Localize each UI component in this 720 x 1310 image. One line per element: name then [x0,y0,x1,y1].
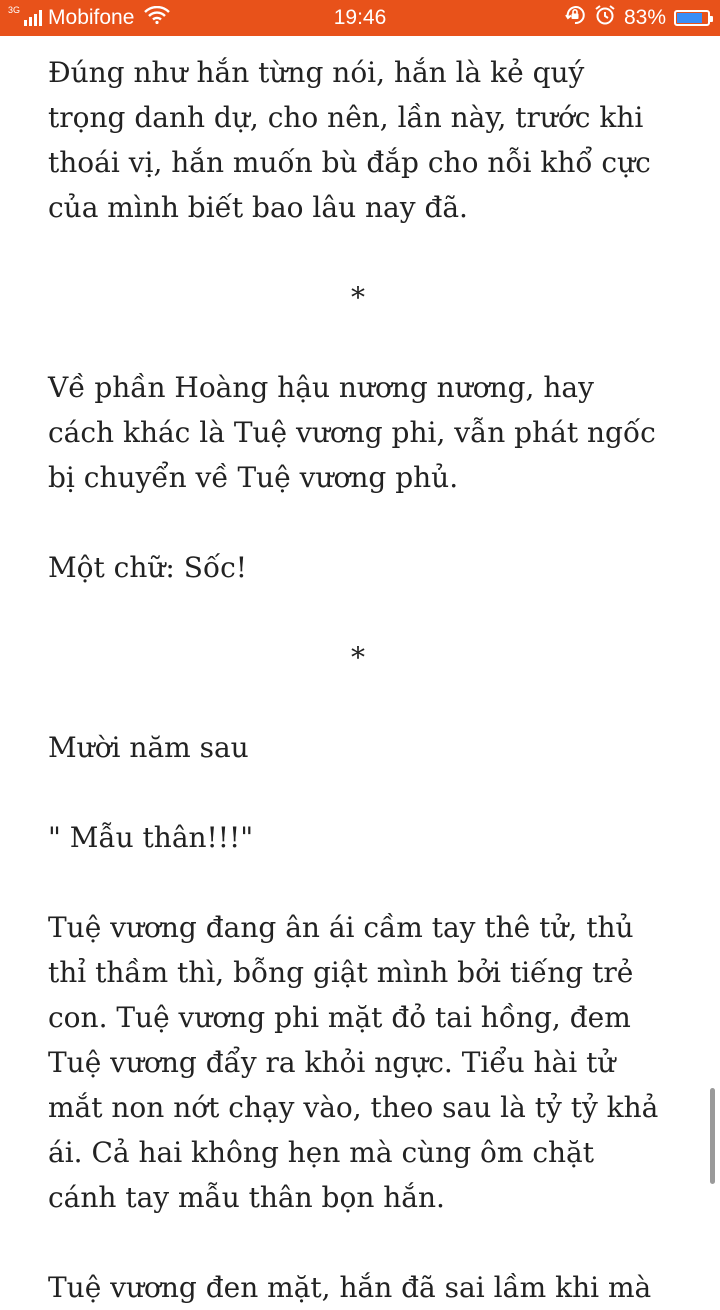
alarm-icon [594,4,616,32]
paragraph: Tuệ vương đang ân ái cầm tay thê tử, thủ thỉ thầm thì, bỗng giật mình bởi tiếng trẻ con. Tuệ vương phi mặt đỏ tai hồng, đem Tuệ vương đẩy ra khỏi ngực. Tiểu hài tử mắt non nớt chạy vào, theo sau là tỷ tỷ khả ái. Cả hai không hẹn mà cùng ôm chặt cánh tay mẫu thân bọn hắn. [48,911,659,1214]
paragraph: Tuệ vương đen mặt, hắn đã sai lầm khi mà [48,1271,652,1304]
orientation-lock-icon [564,4,586,32]
paragraph: Mười năm sau [48,731,249,764]
story-text [48,50,668,1310]
status-time: 19:46 [333,6,387,29]
status-right [564,0,710,36]
network-type: 3G [8,5,21,15]
status-left [8,0,170,36]
scrollbar[interactable] [710,1088,715,1184]
paragraph: Đúng như hắn từng nói, hắn là kẻ quý trọng danh dự, cho nên, lần này, trước khi thoái vị, hắn muốn bù đắp cho nỗi khổ cực của mình biết bao lâu nay đã. [48,56,651,224]
paragraph: " Mẫu thân!!!" [48,821,254,854]
wifi-icon [144,6,170,30]
battery-level [677,13,702,23]
paragraph: Một chữ: Sốc! [48,551,248,584]
battery-icon [674,10,710,26]
paragraph: Về phần Hoàng hậu nương nương, hay cách khác là Tuệ vương phi, vẫn phát ngốc bị chuyển về Tuệ vương phủ. [48,371,656,494]
section-separator: * [351,641,365,674]
carrier-name: Mobifone [48,6,135,29]
status-bar [0,0,720,36]
signal-icon [24,10,42,26]
section-separator: * [351,281,365,314]
battery-percent: 83% [623,6,666,29]
